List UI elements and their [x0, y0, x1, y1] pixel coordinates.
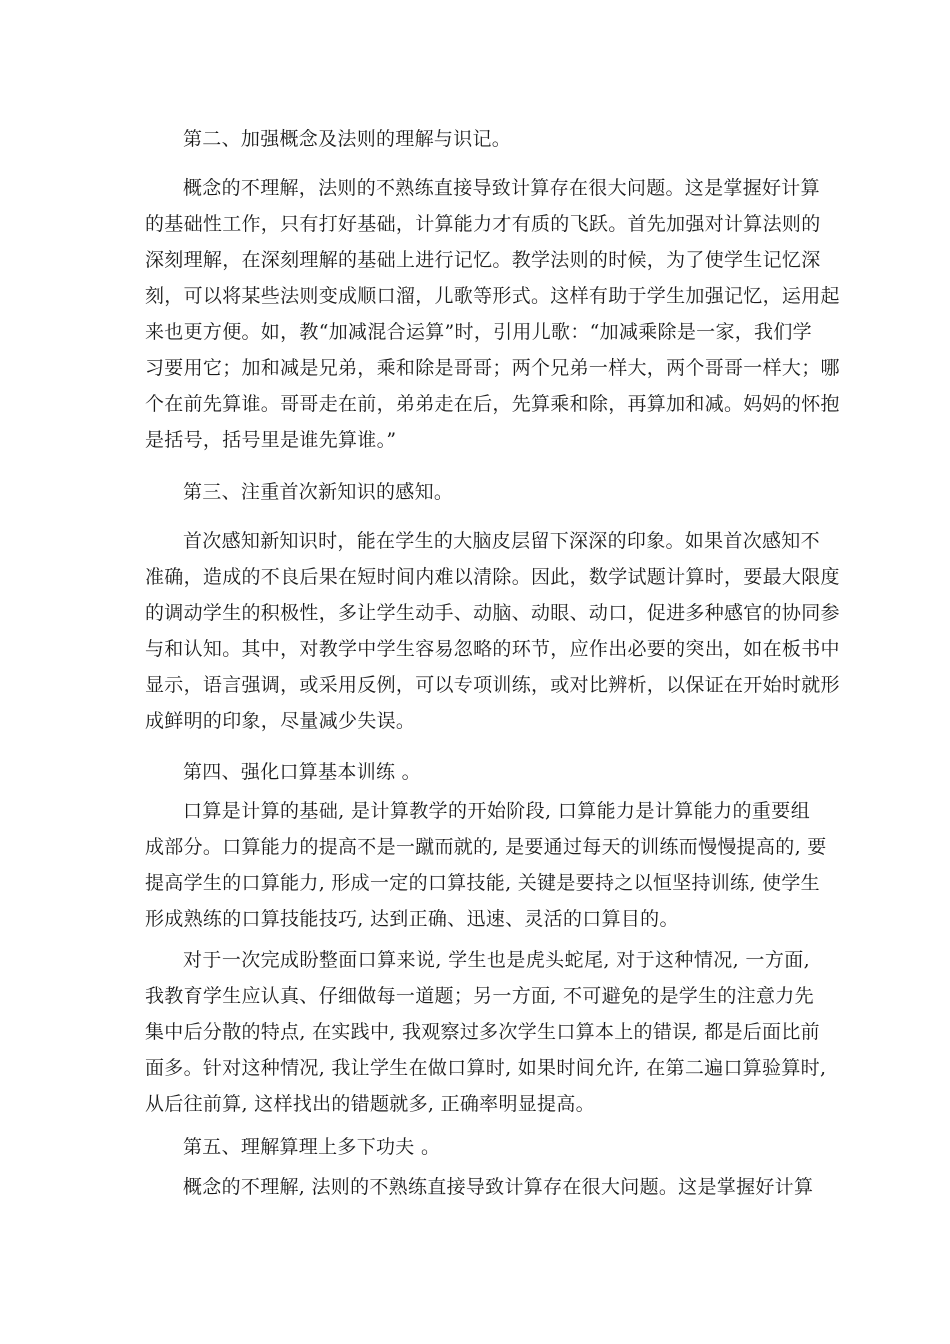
section-heading-5: 第五、理解算理上多下功夫 。: [183, 1136, 441, 1158]
paragraph-line: 首次感知新知识时，能在学生的大脑皮层留下深深的印象。如果首次感知不: [183, 530, 820, 552]
paragraph-line: 准确，造成的不良后果在短时间内难以清除。因此，数学试题计算时，要最大限度: [145, 566, 840, 588]
section-heading-2: 第二、加强概念及法则的理解与识记。: [183, 128, 512, 150]
section-heading-3: 第三、注重首次新知识的感知。: [183, 481, 454, 503]
paragraph-line: 是括号，括号里是谁先算谁。”: [145, 429, 397, 451]
paragraph-line: 的基础性工作，只有打好基础，计算能力才有质的飞跃。首先加强对计算法则的: [145, 213, 821, 235]
paragraph-line: 个在前先算谁。哥哥走在前，弟弟走在后，先算乘和除，再算加和减。妈妈的怀抱: [145, 393, 840, 415]
paragraph-line: 刻，可以将某些法则变成顺口溜，儿歌等形式。这样有助于学生加强记忆，运用起: [145, 285, 840, 307]
paragraph-line: 成鲜明的印象，尽量减少失误。: [145, 710, 416, 732]
paragraph-line: 从后往前算, 这样找出的错题就多, 正确率明显提高。: [145, 1093, 595, 1115]
paragraph-line: 概念的不理解, 法则的不熟练直接导致计算存在很大问题。这是掌握好计算: [183, 1176, 814, 1198]
paragraph-line: 概念的不理解，法则的不熟练直接导致计算存在很大问题。这是掌握好计算: [183, 177, 820, 199]
section-heading-4: 第四、强化口算基本训练 。: [183, 761, 421, 783]
paragraph-line: 对于一次完成盼整面口算来说, 学生也是虎头蛇尾, 对于这种情况, 一方面,: [183, 949, 810, 971]
paragraph-line: 习要用它；加和减是兄弟，乘和除是哥哥；两个兄弟一样大，两个哥哥一样大；哪: [145, 357, 840, 379]
paragraph-line: 形成熟练的口算技能技巧, 达到正确、迅速、灵活的口算目的。: [145, 908, 679, 930]
paragraph-line: 与和认知。其中，对教学中学生容易忽略的环节，应作出必要的突出，如在板书中: [145, 638, 840, 660]
paragraph-line: 口算是计算的基础, 是计算教学的开始阶段, 口算能力是计算能力的重要组: [183, 800, 810, 822]
paragraph-line: 面多。针对这种情况, 我让学生在做口算时, 如果时间允许, 在第二遍口算验算时,: [145, 1057, 827, 1079]
paragraph-line: 的调动学生的积极性，多让学生动手、动脑、动眼、动口，促进多种感官的协同参: [145, 602, 840, 624]
paragraph-line: 提高学生的口算能力, 形成一定的口算技能, 关键是要持之以恒坚持训练, 使学生: [145, 872, 820, 894]
paragraph-line: 成部分。口算能力的提高不是一蹴而就的, 是要通过每天的训练而慢慢提高的, 要: [145, 836, 827, 858]
paragraph-line: 集中后分散的特点, 在实践中, 我观察过多次学生口算本上的错误, 都是后面比前: [145, 1021, 820, 1043]
paragraph-line: 来也更方便。如，教“加减混合运算”时，引用儿歌：“加减乘除是一家，我们学: [145, 321, 812, 343]
paragraph-line: 显示，语言强调，或采用反例，可以专项训练，或对比辨析，以保证在开始时就形: [145, 674, 840, 696]
paragraph-line: 深刻理解，在深刻理解的基础上进行记忆。教学法则的时候，为了使学生记忆深: [145, 249, 821, 271]
paragraph-line: 我教育学生应认真、仔细做每一道题；另一方面, 不可避免的是学生的注意力先: [145, 985, 814, 1007]
